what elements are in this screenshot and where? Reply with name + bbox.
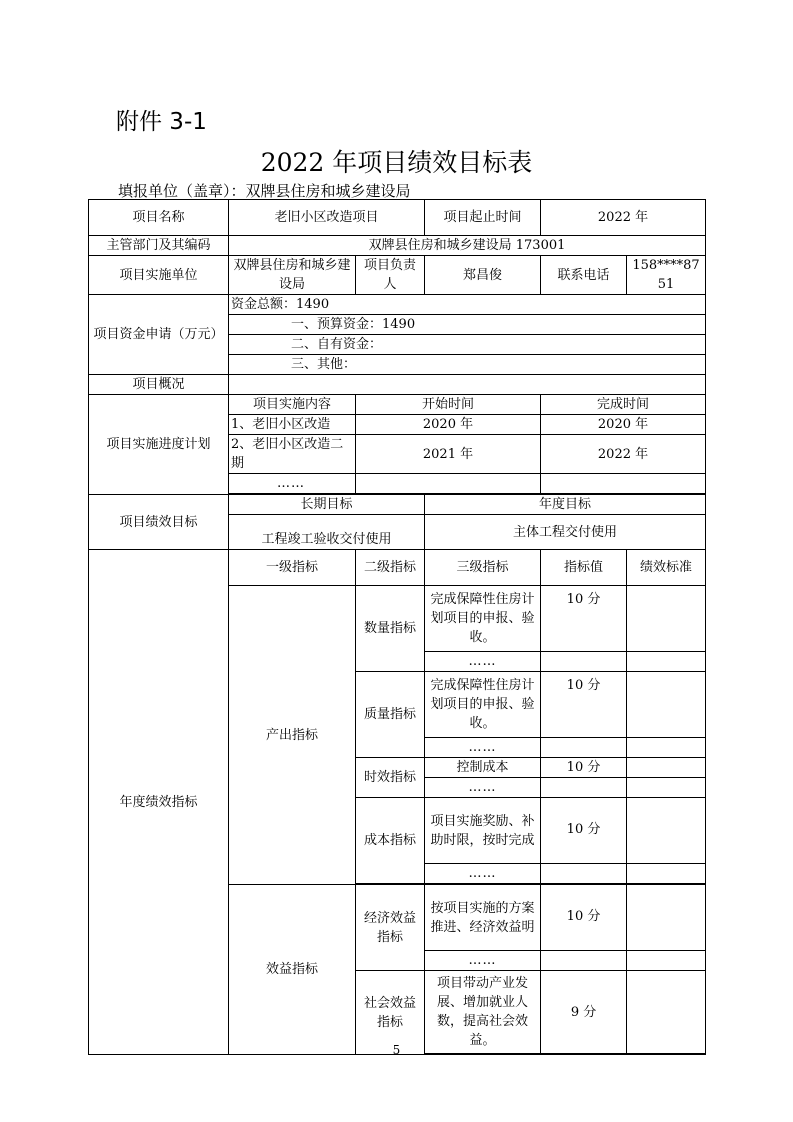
indicator-value: 10 分 [541,798,627,864]
indicator-value: 9 分 [541,971,627,1054]
indicator-standard [627,778,706,798]
indicator-economic: 经济效益指标 [356,885,425,971]
label-indicators: 年度绩效指标 [89,550,229,1055]
row-schedule-header [89,395,706,415]
row-indicator-header [89,550,706,586]
indicator-item: 按项目实施的方案推进、经济效益明 [425,885,541,951]
label-leader: 项目负责人 [356,256,425,295]
indicator-header-l2: 二级指标 [356,550,425,586]
indicator-value [541,738,627,758]
label-goals: 项目绩效目标 [89,495,229,550]
indicator-value: 10 分 [541,758,627,778]
indicator-cost: 成本指标 [356,798,425,884]
schedule-header-start: 开始时间 [356,395,541,415]
indicator-value [541,864,627,884]
indicator-value: 10 分 [541,885,627,951]
indicator-value: 10 分 [541,672,627,738]
schedule-content: 2、老旧小区改造二期 [229,435,356,474]
reporting-unit: 填报单位（盖章）：双牌县住房和城乡建设局 [118,182,411,200]
schedule-start: 2021 年 [356,435,541,474]
label-schedule: 项目实施进度计划 [89,395,229,495]
indicator-standard [627,885,706,951]
indicator-standard [627,672,706,738]
row-impl-unit [89,256,706,295]
row-funds-total [89,295,706,315]
schedule-start: 2020 年 [356,415,541,435]
indicator-more: …… [425,951,541,971]
indicator-standard [627,652,706,672]
indicator-more: …… [425,778,541,798]
dept: 双牌县住房和城乡建设局 173001 [229,236,706,256]
label-output: 产出指标 [229,586,356,885]
indicator-quality: 质量指标 [356,672,425,758]
schedule-end [541,474,706,494]
label-phone: 联系电话 [541,256,627,295]
indicator-item: 控制成本 [425,758,541,778]
indicator-more: …… [425,652,541,672]
funds-other: 三、其他： [229,355,706,375]
indicator-header-l3: 三级指标 [425,550,541,586]
label-impl-unit: 项目实施单位 [89,256,229,295]
schedule-content: 1、老旧小区改造 [229,415,356,435]
schedule-start [356,474,541,494]
indicator-item: 完成保障性住房计划项目的申报、验收。 [425,586,541,652]
funds-total: 资金总额：1490 [229,295,706,315]
label-funds: 项目资金申请（万元） [89,295,229,375]
indicator-standard [627,864,706,884]
label-period: 项目起止时间 [425,200,541,236]
label-project-name: 项目名称 [89,200,229,236]
period: 2022 年 [541,200,706,236]
funds-own: 二、自有资金： [229,335,706,355]
schedule-header-end: 完成时间 [541,395,706,415]
indicator-more: …… [425,738,541,758]
indicator-standard [627,971,706,1054]
label-overview: 项目概况 [89,375,229,395]
goals-year-value: 主体工程交付使用 [425,515,706,550]
goals-year-label: 年度目标 [425,495,706,515]
indicator-item: 项目实施奖励、补助时限，按时完成 [425,798,541,864]
indicator-standard [627,738,706,758]
goals-long-label: 长期目标 [229,495,425,515]
performance-table [88,199,706,1055]
indicator-value: 10 分 [541,586,627,652]
leader: 郑昌俊 [425,256,541,295]
label-benefit: 效益指标 [229,885,356,1055]
indicator-header-value: 指标值 [541,550,627,586]
row-project-name [89,200,706,236]
indicator-standard [627,951,706,971]
row-dept [89,236,706,256]
indicator-item: 项目带动产业发展、增加就业人数，提高社会效益。 [425,971,541,1054]
indicator-header-l1: 一级指标 [229,550,356,586]
funds-budget: 一、预算资金：1490 [229,315,706,335]
page-number: 5 [392,1043,401,1057]
label-dept: 主管部门及其编码 [89,236,229,256]
indicator-value [541,951,627,971]
row-overview [89,375,706,395]
schedule-end: 2020 年 [541,415,706,435]
indicator-standard [627,798,706,864]
indicator-more: …… [425,864,541,884]
indicator-value [541,778,627,798]
impl-unit: 双牌县住房和城乡建设局 [229,256,356,295]
attachment-label: 附件 3-1 [116,109,207,135]
indicator-header-standard: 绩效标准 [627,550,706,586]
indicator-value [541,652,627,672]
overview-value [229,375,706,395]
indicator-quantity: 数量指标 [356,586,425,672]
schedule-end: 2022 年 [541,435,706,474]
row-goals-header [89,495,706,515]
schedule-header-content: 项目实施内容 [229,395,356,415]
goals-long-value: 工程竣工验收交付使用 [229,515,425,550]
indicator-timeliness: 时效指标 [356,758,425,798]
page-title: 2022 年项目绩效目标表 [260,148,533,177]
indicator-standard [627,758,706,778]
indicator-social: 社会效益指标 [356,971,425,1055]
schedule-more: …… [229,474,356,494]
project-name: 老旧小区改造项目 [229,200,425,236]
indicator-standard [627,586,706,652]
indicator-item: 完成保障性住房计划项目的申报、验收。 [425,672,541,738]
phone: 158****8751 [627,256,706,295]
